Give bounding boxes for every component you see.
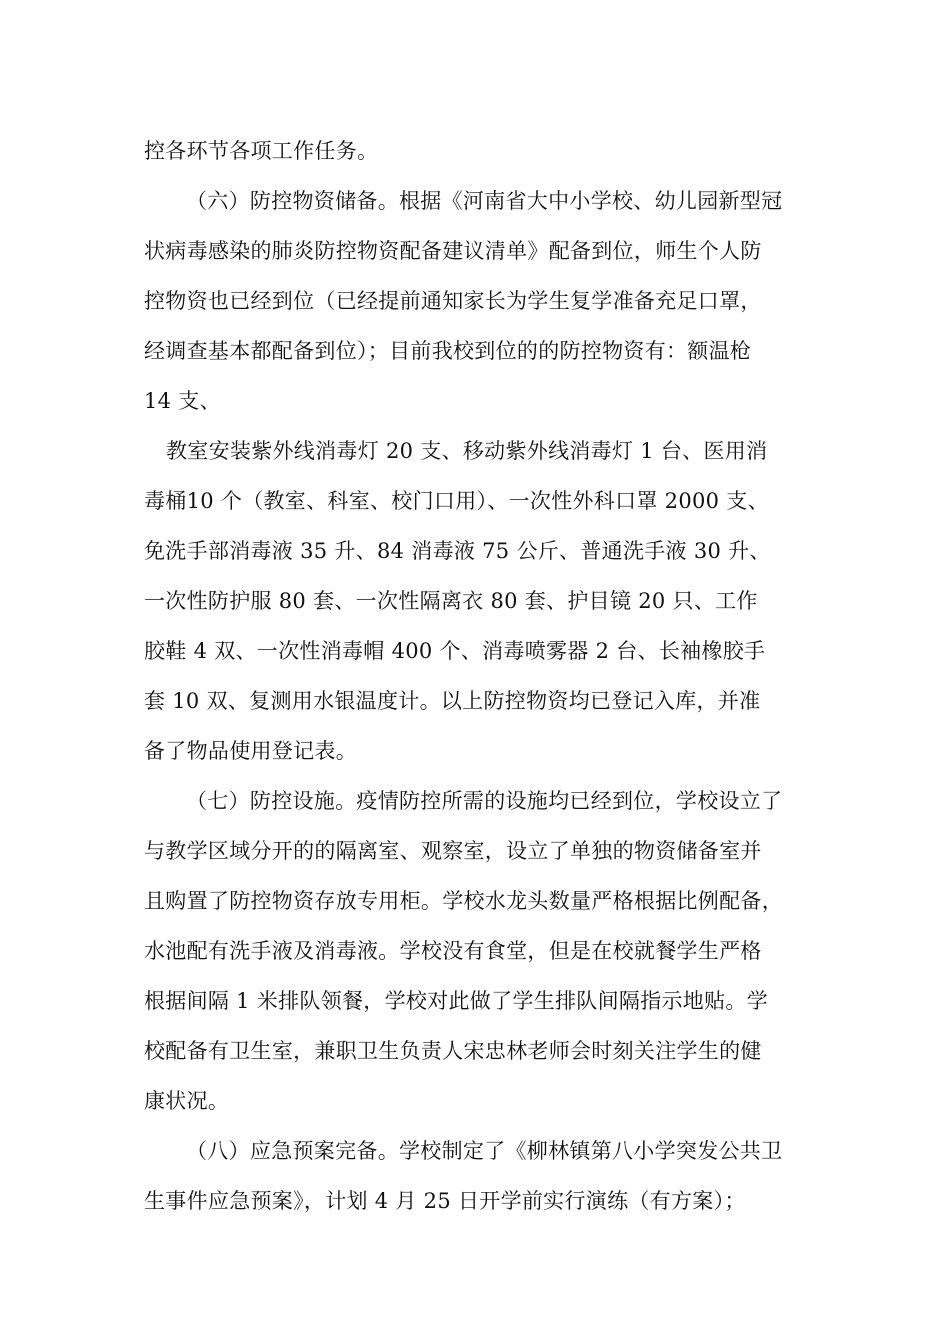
- text-line: 经调查基本都配备到位）；目前我校到位的的防控物资有：额温枪: [144, 339, 752, 363]
- text-line: 14 支、: [144, 389, 221, 413]
- text-line: 且购置了防控物资存放专用柜。学校水龙头数量严格根据比例配备，: [144, 889, 783, 913]
- text-line: 控物资也已经到位（已经提前通知家长为学生复学准备充足口罩，: [144, 289, 762, 313]
- paragraph-7-heading-line: （七）防控设施。疫情防控所需的设施均已经到位，学校设立了: [186, 789, 783, 813]
- text-line: 水池配有洗手液及消毒液。学校没有食堂，但是在校就餐学生严格: [144, 939, 762, 963]
- text-line: 套 10 双、复测用水银温度计。以上防控物资均已登记入库，并准: [144, 689, 761, 713]
- text-line: 根据间隔 1 米排队领餐，学校对此做了学生排队间隔指示地贴。学: [144, 989, 769, 1013]
- text-line: 胶鞋 4 双、一次性消毒帽 400 个、消毒喷雾器 2 台、长袖橡胶手: [144, 639, 766, 663]
- paragraph-6-heading-line: （六）防控物资储备。根据《河南省大中小学校、幼儿园新型冠: [186, 189, 783, 213]
- text-line: 控各环节各项工作任务。: [144, 139, 379, 163]
- text-line: 备了物品使用登记表。: [144, 739, 357, 763]
- text-line: 康状况。: [144, 1089, 230, 1113]
- paragraph-8-heading-line: （八）应急预案完备。学校制定了《柳林镇第八小学突发公共卫: [186, 1139, 783, 1163]
- text-line: 状病毒感染的肺炎防控物资配备建议清单》配备到位，师生个人防: [144, 239, 762, 263]
- text-line: 一次性防护服 80 套、一次性隔离衣 80 套、护目镜 20 只、工作: [144, 589, 758, 613]
- text-line: 与教学区域分开的的隔离室、观察室，设立了单独的物资储备室并: [144, 839, 762, 863]
- text-line: 毒桶10 个（教室、科室、校门口用）、一次性外科口罩 2000 支、: [144, 489, 769, 513]
- text-line: 校配备有卫生室，兼职卫生负责人宋忠林老师会时刻关注学生的健: [144, 1039, 762, 1063]
- text-line: 生事件应急预案》，计划 4 月 25 日开学前实行演练（有方案）；: [144, 1189, 746, 1213]
- text-line: 教室安装紫外线消毒灯 20 支、移动紫外线消毒灯 1 台、医用消: [166, 439, 768, 463]
- text-line: 免洗手部消毒液 35 升、84 消毒液 75 公斤、普通洗手液 30 升、: [144, 539, 771, 563]
